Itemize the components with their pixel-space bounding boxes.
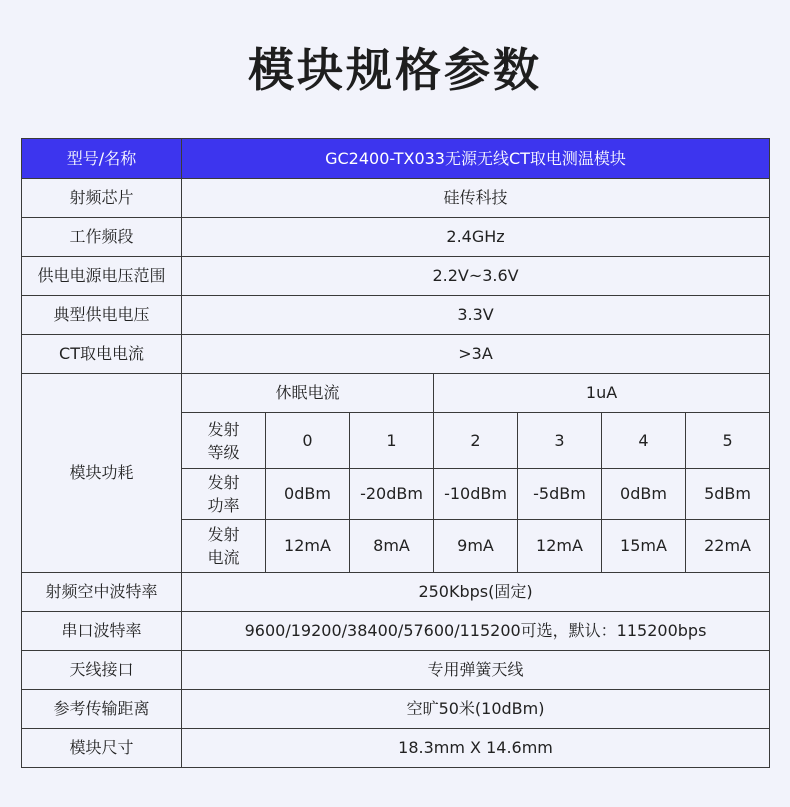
row-label-antenna: 天线接口	[22, 651, 182, 690]
table-row	[22, 573, 770, 612]
table-row	[22, 612, 770, 651]
header-label: 型号/名称	[22, 139, 182, 179]
row-label-band: 工作频段	[22, 218, 182, 257]
page-title: 模块规格参数	[248, 43, 542, 97]
tx-power-cell: 5dBm	[686, 469, 770, 520]
table-row	[22, 218, 770, 257]
tx-current-cell: 12mA	[266, 520, 350, 573]
row-value-air-baud: 250Kbps(固定)	[182, 573, 770, 612]
row-value-voltage-range: 2.2V~3.6V	[182, 257, 770, 296]
tx-level-cell: 5	[686, 413, 770, 469]
tx-level-cell: 1	[350, 413, 434, 469]
tx-power-cell: -20dBm	[350, 469, 434, 520]
tx-current-cell: 9mA	[434, 520, 518, 573]
row-label-voltage-range: 供电电源电压范围	[22, 257, 182, 296]
header-value: GC2400-TX033无源无线CT取电测温模块	[182, 139, 770, 179]
tx-power-cell: -10dBm	[434, 469, 518, 520]
row-value-typical-voltage: 3.3V	[182, 296, 770, 335]
table-row	[22, 729, 770, 768]
tx-current-cell: 8mA	[350, 520, 434, 573]
row-label-ct-current: CT取电电流	[22, 335, 182, 374]
table-row	[22, 651, 770, 690]
table-row	[22, 690, 770, 729]
tx-power-cell: 0dBm	[602, 469, 686, 520]
row-label-air-baud: 射频空中波特率	[22, 573, 182, 612]
sleep-current-value: 1uA	[434, 374, 770, 413]
sleep-current-label: 休眠电流	[182, 374, 434, 413]
table-row	[22, 335, 770, 374]
table-row	[22, 257, 770, 296]
tx-level-label: 发射 等级	[182, 413, 266, 469]
tx-power-cell: 0dBm	[266, 469, 350, 520]
row-label-power: 模块功耗	[22, 374, 182, 573]
row-label-serial-baud: 串口波特率	[22, 612, 182, 651]
table-row	[22, 374, 770, 413]
row-label-typical-voltage: 典型供电电压	[22, 296, 182, 335]
tx-current-cell: 12mA	[518, 520, 602, 573]
tx-current-cell: 15mA	[602, 520, 686, 573]
tx-current-cell: 22mA	[686, 520, 770, 573]
tx-power-cell: -5dBm	[518, 469, 602, 520]
tx-level-cell: 3	[518, 413, 602, 469]
table-header-row	[22, 139, 770, 179]
row-value-size: 18.3mm X 14.6mm	[182, 729, 770, 768]
tx-power-label: 发射 功率	[182, 469, 266, 520]
tx-level-cell: 4	[602, 413, 686, 469]
row-value-band: 2.4GHz	[182, 218, 770, 257]
row-value-rf-chip: 硅传科技	[182, 179, 770, 218]
row-label-distance: 参考传输距离	[22, 690, 182, 729]
row-label-size: 模块尺寸	[22, 729, 182, 768]
row-label-rf-chip: 射频芯片	[22, 179, 182, 218]
table-row	[22, 179, 770, 218]
row-value-serial-baud: 9600/19200/38400/57600/115200可选，默认：115200bps	[182, 612, 770, 651]
spec-table	[21, 138, 770, 768]
tx-level-cell: 2	[434, 413, 518, 469]
row-value-ct-current: >3A	[182, 335, 770, 374]
table-row	[22, 296, 770, 335]
row-value-antenna: 专用弹簧天线	[182, 651, 770, 690]
tx-level-cell: 0	[266, 413, 350, 469]
row-value-distance: 空旷50米(10dBm)	[182, 690, 770, 729]
tx-current-label: 发射 电流	[182, 520, 266, 573]
